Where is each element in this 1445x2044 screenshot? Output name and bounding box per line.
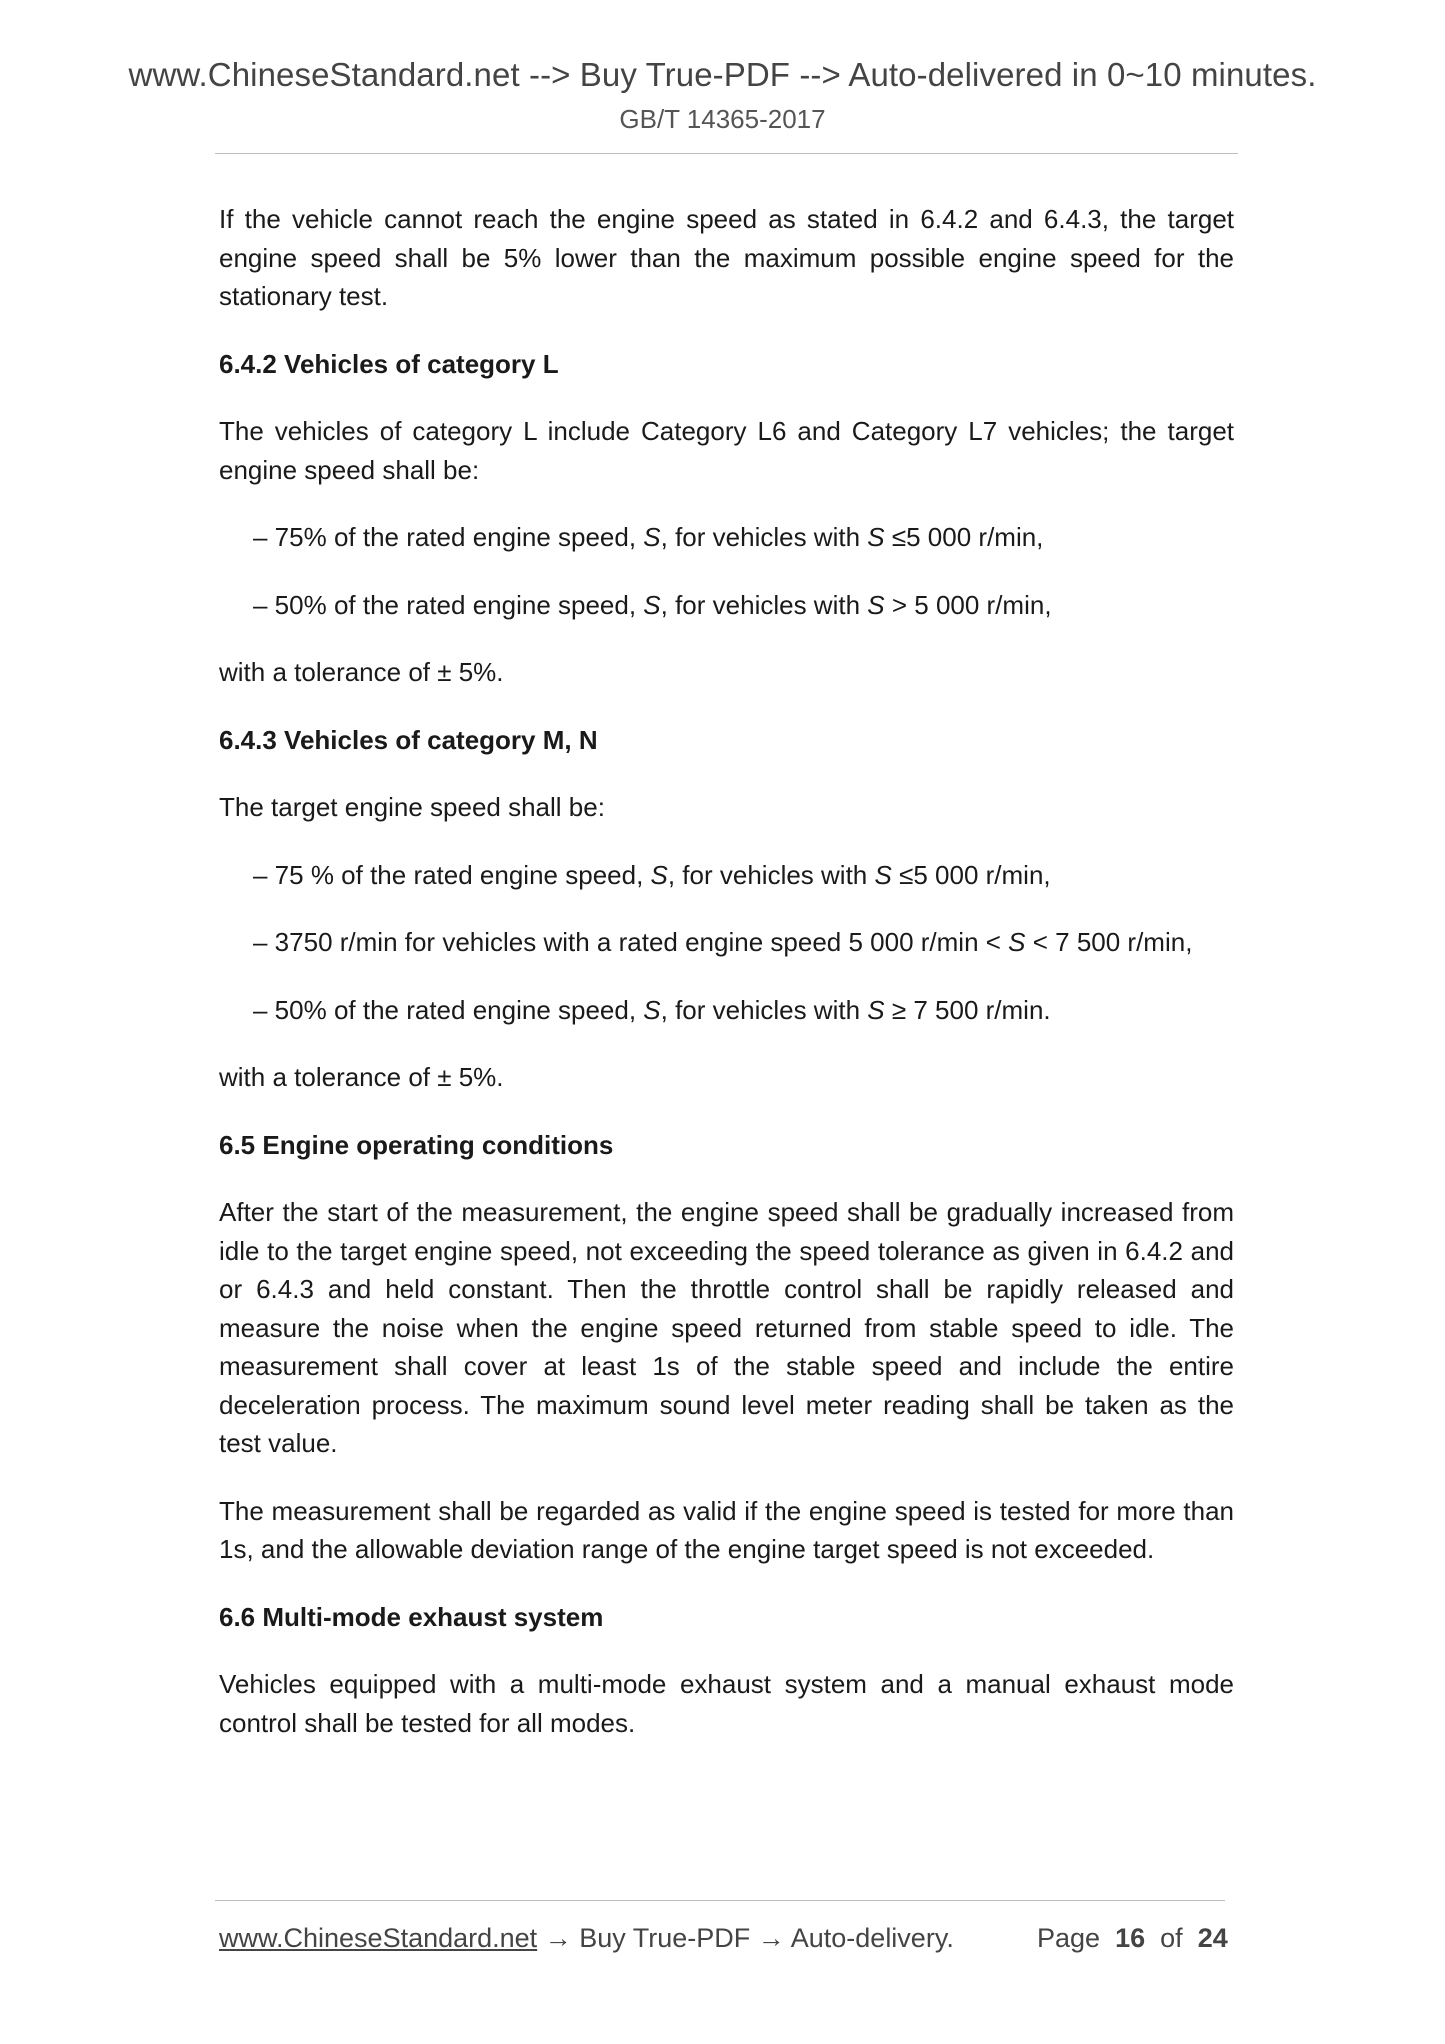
document-body xyxy=(219,200,1234,1771)
intro-paragraph: If the vehicle cannot reach the engine speed as stated in 6.4.2 and 6.4.3, the target engine speed shall be 5% lower than the maximum possible engine speed for the stationary test. xyxy=(219,204,1234,311)
section-6-4-3-text: The target engine speed shall be: xyxy=(219,792,605,822)
header-banner: www.ChineseStandard.net --> Buy True-PDF --> Auto-delivered in 0~10 minutes. xyxy=(128,56,1317,93)
list-item: – 75 % of the rated engine speed, S, for vehicles with S ≤5 000 r/min, xyxy=(253,859,1051,890)
section-6-4-2-text: The vehicles of category L include Category L6 and Category L7 vehicles; the target engine speed shall be: xyxy=(219,416,1234,485)
list-item: – 3750 r/min for vehicles with a rated engine speed 5 000 r/min < S < 7 500 r/min, xyxy=(253,927,1193,957)
section-6-6-heading: 6.6 Multi-mode exhaust system xyxy=(219,1601,604,1632)
section-6-5-heading: 6.5 Engine operating conditions xyxy=(219,1129,614,1160)
page-footer xyxy=(219,1923,1229,1954)
list-item: – 50% of the rated engine speed, S, for vehicles with S > 5 000 r/min, xyxy=(253,589,1052,620)
section-6-4-3-heading: 6.4.3 Vehicles of category M, N xyxy=(219,724,598,755)
list-item: – 50% of the rated engine speed, S, for vehicles with S ≥ 7 500 r/min. xyxy=(253,994,1051,1025)
footer-link[interactable]: www.ChineseStandard.net xyxy=(219,1923,538,1953)
tolerance-text: with a tolerance of ± 5%. xyxy=(219,1062,504,1092)
tolerance-text: with a tolerance of ± 5%. xyxy=(219,657,504,687)
footer-divider xyxy=(215,1900,1225,1901)
header-divider xyxy=(215,153,1238,154)
page-number: Page 16 of 24 xyxy=(1037,1923,1228,1953)
section-6-5-paragraph-2: The measurement shall be regarded as valid if the engine speed is tested for more than 1s, and the allowable deviation range of the engine target speed is not exceeded. xyxy=(219,1495,1234,1564)
standard-id: GB/T 14365-2017 xyxy=(619,104,826,134)
list-item: – 75% of the rated engine speed, S, for vehicles with S ≤5 000 r/min, xyxy=(253,522,1044,552)
footer-delivery-text: → Buy True-PDF → Auto-delivery. xyxy=(537,1923,954,1953)
section-6-5-paragraph-1: After the start of the measurement, the engine speed shall be gradually increased from idle to the target engine speed, not exceeding the speed tolerance as given in 6.4.2 and or 6.4.3 and held constant. Then the throttle control shall be rapidly released and measure the noise when the engine speed returned from stable speed to idle. The measurement shall cover at least 1s of the stable speed and include the entire deceleration process. The maximum sound level meter reading shall be taken as the test value. xyxy=(219,1197,1234,1458)
section-6-4-2-heading: 6.4.2 Vehicles of category L xyxy=(219,348,559,379)
section-6-6-text: Vehicles equipped with a multi-mode exhaust system and a manual exhaust mode control shall be tested for all modes. xyxy=(219,1669,1234,1738)
